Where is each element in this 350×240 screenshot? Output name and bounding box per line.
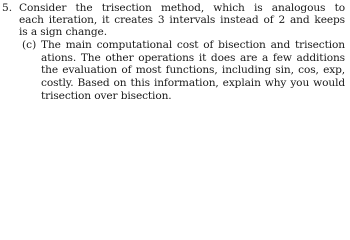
part-line-5: trisection over bisection. bbox=[41, 90, 172, 102]
part-label: (c) bbox=[22, 39, 37, 51]
problem-number: 5. bbox=[2, 2, 13, 14]
intro-line-1: Consider the trisection method, which is analogous to bbox=[19, 2, 345, 14]
problem-page bbox=[0, 0, 350, 111]
intro-line-3: is a sign change. bbox=[19, 26, 107, 38]
part-line-3: the evaluation of most functions, including sin, cos, exp, bbox=[41, 64, 345, 76]
part-line-2: ations. The other operations it does are a few additions bbox=[41, 52, 345, 64]
part-line-4: costly. Based on this information, explain why you would bbox=[41, 77, 345, 89]
part-line-1: The main computational cost of bisection and trisection bbox=[41, 39, 345, 51]
intro-line-2: each iteration, it creates 3 intervals instead of 2 and keeps bbox=[19, 14, 345, 26]
